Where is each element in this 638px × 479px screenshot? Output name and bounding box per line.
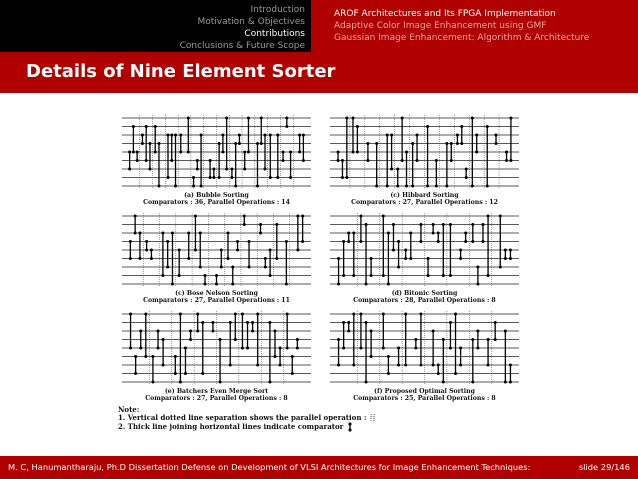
comparator bbox=[347, 321, 350, 333]
comparator bbox=[356, 125, 359, 154]
comparator bbox=[337, 151, 340, 163]
comparator bbox=[211, 321, 214, 333]
comparator bbox=[269, 249, 272, 278]
comparator bbox=[136, 151, 139, 163]
comparator bbox=[449, 321, 452, 350]
comparator bbox=[471, 338, 474, 384]
comparator bbox=[219, 338, 222, 384]
comparator bbox=[409, 232, 412, 261]
panel-stats: Comparators : 36, Parallel Operations : 14 bbox=[143, 199, 290, 206]
comparator bbox=[212, 168, 215, 180]
comparator bbox=[166, 240, 169, 269]
comparator bbox=[246, 321, 249, 350]
comparator bbox=[459, 249, 462, 261]
comparator bbox=[215, 274, 218, 286]
panel-bitonic-sorting bbox=[322, 210, 527, 305]
comparator bbox=[251, 321, 254, 333]
comparator bbox=[256, 142, 259, 188]
subsection-navigation bbox=[311, 0, 638, 52]
network-diagram bbox=[114, 210, 319, 290]
comparator bbox=[260, 117, 263, 146]
comparator bbox=[352, 232, 355, 278]
comparator bbox=[238, 134, 241, 146]
note-line-2: 2. Thick line joining horizontal lines indicate comparator bbox=[118, 422, 344, 431]
comparator bbox=[230, 168, 233, 180]
comparator bbox=[392, 223, 395, 252]
comparator bbox=[187, 232, 190, 261]
comparator bbox=[236, 240, 239, 252]
nav-section-introduction[interactable]: Introduction bbox=[250, 5, 305, 15]
comparator bbox=[268, 321, 271, 384]
panel-stats: Comparators : 28, Parallel Operations : 8 bbox=[353, 297, 496, 304]
frame-title: Details of Nine Element Sorter bbox=[26, 61, 336, 82]
panel-stats: Comparators : 27, Parallel Operations : 12 bbox=[351, 199, 498, 206]
comparator bbox=[170, 134, 173, 163]
comparator bbox=[359, 215, 362, 244]
comparator bbox=[178, 249, 181, 278]
nav-section-motivation[interactable]: Motivation & Objectives bbox=[197, 17, 305, 27]
comparator bbox=[465, 168, 468, 180]
network-diagram bbox=[114, 112, 319, 192]
comparator bbox=[404, 249, 407, 261]
comparator bbox=[226, 232, 229, 261]
comparator bbox=[204, 274, 207, 286]
network-diagram bbox=[322, 210, 527, 290]
comparator bbox=[296, 338, 299, 350]
comparator bbox=[411, 142, 414, 188]
comparator bbox=[437, 232, 440, 244]
figure-note bbox=[118, 406, 377, 432]
panel-stats: Comparators : 25, Parallel Operations : 8 bbox=[353, 395, 496, 402]
panel-title: (f) Proposed Optimal Sorting bbox=[374, 388, 475, 395]
panel-title: (e) Batchers Even Merge Sort bbox=[164, 388, 269, 395]
panel-stats: Comparators : 27, Parallel Operations : 8 bbox=[145, 395, 288, 402]
comparator bbox=[154, 125, 157, 154]
footer-bar bbox=[0, 456, 638, 479]
comparator bbox=[401, 117, 404, 163]
comparator bbox=[382, 215, 385, 278]
nav-section-contributions[interactable]: Contributions bbox=[244, 29, 305, 39]
comparator-icon bbox=[346, 422, 354, 432]
dotted-line-icon bbox=[369, 414, 377, 422]
network-diagram bbox=[114, 308, 319, 388]
comparator bbox=[504, 249, 507, 261]
comparator bbox=[456, 134, 459, 146]
comparator bbox=[445, 142, 448, 188]
comparator bbox=[487, 215, 490, 278]
comparator bbox=[144, 313, 147, 359]
nav-subsection-gmf[interactable]: Adaptive Color Image Enhancement using GMF bbox=[334, 21, 547, 31]
comparator bbox=[495, 134, 498, 146]
comparator bbox=[234, 313, 237, 342]
comparator bbox=[337, 338, 340, 367]
footer-author: M. C, Hanumantharaju, Ph.D Dissertation Defense on Development of VLSI Architectures for Image Enhancement Techniques: bbox=[8, 462, 531, 472]
comparator bbox=[141, 134, 144, 146]
comparator bbox=[442, 338, 445, 384]
network-diagram bbox=[322, 308, 527, 388]
comparator bbox=[259, 223, 262, 235]
panel-title: (c) Bose Nelson Sorting bbox=[175, 290, 258, 297]
comparator bbox=[150, 249, 153, 261]
comparator bbox=[342, 321, 345, 350]
comparator bbox=[426, 125, 429, 188]
comparator bbox=[435, 159, 438, 188]
slide-number: slide 29/146 bbox=[578, 462, 630, 472]
comparator bbox=[509, 249, 512, 261]
comparator bbox=[345, 117, 348, 180]
comparator bbox=[365, 321, 368, 384]
panel-bubble-sorting bbox=[114, 112, 319, 207]
comparator bbox=[301, 215, 304, 244]
comparator bbox=[509, 117, 512, 163]
network-diagram bbox=[322, 112, 527, 192]
nav-section-conclusions[interactable]: Conclusions & Future Scope bbox=[179, 41, 305, 51]
comparator bbox=[273, 330, 276, 359]
comparator bbox=[264, 257, 267, 269]
comparator bbox=[132, 125, 135, 154]
comparator bbox=[437, 364, 440, 376]
panel-bose-nelson-sorting bbox=[114, 210, 319, 305]
comparator bbox=[486, 125, 489, 188]
panel-title: (d) Bitonic Sorting bbox=[391, 290, 458, 297]
comparator bbox=[243, 215, 246, 227]
comparator bbox=[161, 232, 164, 278]
comparator bbox=[365, 223, 368, 286]
comparator bbox=[285, 117, 288, 129]
panel-title: (a) Bubble Sorting bbox=[184, 192, 249, 199]
comparator bbox=[145, 240, 148, 252]
comparator bbox=[276, 134, 279, 180]
comparator bbox=[162, 338, 165, 367]
comparator bbox=[151, 355, 154, 384]
comparator bbox=[432, 223, 435, 235]
comparator bbox=[157, 142, 160, 188]
comparator bbox=[184, 347, 187, 376]
comparator bbox=[302, 134, 305, 163]
panel-proposed-optimal-sorting bbox=[322, 308, 527, 403]
comparator bbox=[192, 176, 195, 188]
nav-subsection-gaussian[interactable]: Gaussian Image Enhancement: Algorithm & Architecture bbox=[334, 33, 590, 43]
section-navigation bbox=[0, 0, 311, 52]
comparator bbox=[148, 142, 151, 171]
note-heading: Note: bbox=[118, 405, 140, 414]
comparator bbox=[234, 142, 237, 188]
comparator bbox=[196, 159, 199, 171]
comparator bbox=[189, 330, 192, 342]
comparator bbox=[269, 134, 272, 180]
comparator bbox=[416, 134, 419, 163]
nav-subsection-arof[interactable]: AROF Architectures and Its FPGA Implementation bbox=[334, 9, 556, 19]
comparator bbox=[464, 232, 467, 244]
comparator bbox=[229, 321, 232, 367]
comparator bbox=[289, 151, 292, 180]
comparator bbox=[487, 338, 490, 367]
panel-stats: Comparators : 27, Parallel Operations : 11 bbox=[143, 297, 290, 304]
comparator bbox=[138, 232, 141, 261]
comparator bbox=[347, 232, 350, 244]
frame-title-bar bbox=[0, 52, 638, 93]
comparator bbox=[414, 338, 417, 350]
navigation-header bbox=[0, 0, 638, 52]
comparator bbox=[375, 142, 378, 188]
comparator bbox=[166, 134, 169, 180]
comparator bbox=[454, 313, 457, 376]
panel-title: (c) Hibbard Sorting bbox=[390, 192, 459, 199]
note-line-1: 1. Vertical dotted line separation shows the parallel operation : bbox=[118, 413, 367, 422]
comparator bbox=[370, 330, 373, 359]
panel-batchers-merge-sort bbox=[114, 308, 319, 403]
comparator bbox=[337, 257, 340, 286]
comparator bbox=[282, 151, 285, 163]
comparator bbox=[285, 240, 288, 286]
comparator bbox=[397, 240, 400, 269]
comparator bbox=[248, 240, 251, 269]
panel-hibbard-sorting bbox=[322, 112, 527, 207]
comparator bbox=[505, 151, 508, 163]
sorting-networks-figure bbox=[104, 112, 528, 442]
